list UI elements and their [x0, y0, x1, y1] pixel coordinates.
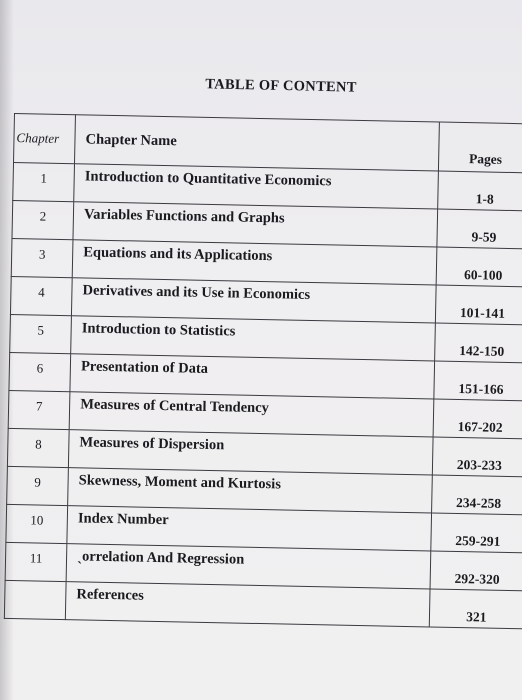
chapter-name-text: Equations and its Applications — [83, 244, 273, 265]
page-title: TABLE OF CONTENT — [205, 76, 357, 96]
chapter-pages — [431, 513, 522, 553]
chapter-number — [7, 428, 69, 467]
chapter-number — [12, 200, 74, 239]
chapter-pages-text: 142-150 — [459, 342, 505, 359]
chapter-number-text: 11 — [29, 549, 43, 566]
chapter-pages — [434, 323, 522, 363]
chapter-number-text: 8 — [35, 435, 42, 452]
header-chapter-name: Chapter Name — [75, 115, 440, 171]
chapter-name-text: Presentation of Data — [80, 358, 209, 377]
chapter-pages — [437, 209, 522, 249]
chapter-name-text: References — [76, 586, 144, 604]
chapter-name — [65, 582, 429, 627]
chapter-name-text: Measures of Dispersion — [79, 434, 225, 454]
chapter-number — [4, 580, 66, 619]
chapter-pages-text: 101-141 — [459, 304, 506, 321]
header-pages: Pages — [438, 122, 522, 173]
chapter-pages-text: 259-291 — [455, 532, 501, 549]
chapter-name-text: Skewness, Moment and Kurtosis — [78, 472, 282, 493]
chapter-name-text: Derivatives and its Use in Economics — [82, 282, 311, 303]
chapter-number — [13, 163, 75, 202]
chapter-number-text: 6 — [36, 360, 44, 376]
chapter-number-text: 5 — [37, 322, 45, 338]
header-chapter: Chapter — [14, 114, 76, 164]
chapter-number — [5, 542, 67, 581]
chapter-number-text: 1 — [40, 170, 48, 186]
chapter-pages-text: 167-202 — [457, 418, 503, 435]
chapter-pages-text: 1-8 — [475, 190, 494, 207]
chapter-number-text: 9 — [34, 473, 42, 490]
chapter-pages-text: 321 — [466, 608, 487, 625]
chapter-pages-text: 203-233 — [456, 456, 503, 473]
chapter-pages-text: 151-166 — [458, 380, 504, 397]
chapter-pages — [430, 551, 522, 591]
chapter-pages — [434, 361, 522, 401]
chapter-number — [9, 352, 71, 391]
chapter-name-text: Introduction to Quantitative Economics — [84, 168, 332, 190]
chapter-number — [10, 276, 72, 315]
chapter-number-text: 3 — [38, 246, 46, 262]
chapter-number-text: 4 — [38, 284, 45, 300]
chapter-number-text: 2 — [39, 208, 47, 224]
chapter-pages-text: 60-100 — [463, 266, 503, 283]
chapter-pages-text: 234-258 — [455, 494, 502, 511]
chapter-pages — [437, 171, 522, 211]
chapter-name-text: Variables Functions and Graphs — [83, 206, 285, 227]
chapter-pages — [435, 285, 522, 325]
chapter-name-text: Index Number — [77, 510, 169, 529]
chapter-name-text: Measures of Central Tendency — [80, 396, 270, 417]
chapter-pages — [431, 475, 522, 515]
chapter-name-text: ˎorrelation And Regression — [77, 548, 245, 568]
chapter-pages — [436, 247, 522, 287]
chapter-number-text: 7 — [35, 398, 43, 414]
chapter-pages — [433, 399, 522, 439]
chapter-pages-text: 9-59 — [471, 228, 497, 245]
chapter-name-text: Introduction to Statistics — [81, 320, 236, 340]
chapter-pages — [432, 437, 522, 477]
chapter-number — [10, 314, 72, 353]
chapter-pages-text: 292-320 — [454, 570, 500, 587]
chapter-number — [11, 238, 73, 277]
chapter-number-text: 10 — [30, 511, 44, 528]
chapter-number — [6, 504, 68, 543]
toc-table-wrapper — [4, 113, 522, 629]
chapter-number — [8, 390, 70, 429]
chapter-pages — [429, 589, 522, 629]
toc-table — [4, 113, 522, 629]
chapter-number — [7, 466, 69, 505]
